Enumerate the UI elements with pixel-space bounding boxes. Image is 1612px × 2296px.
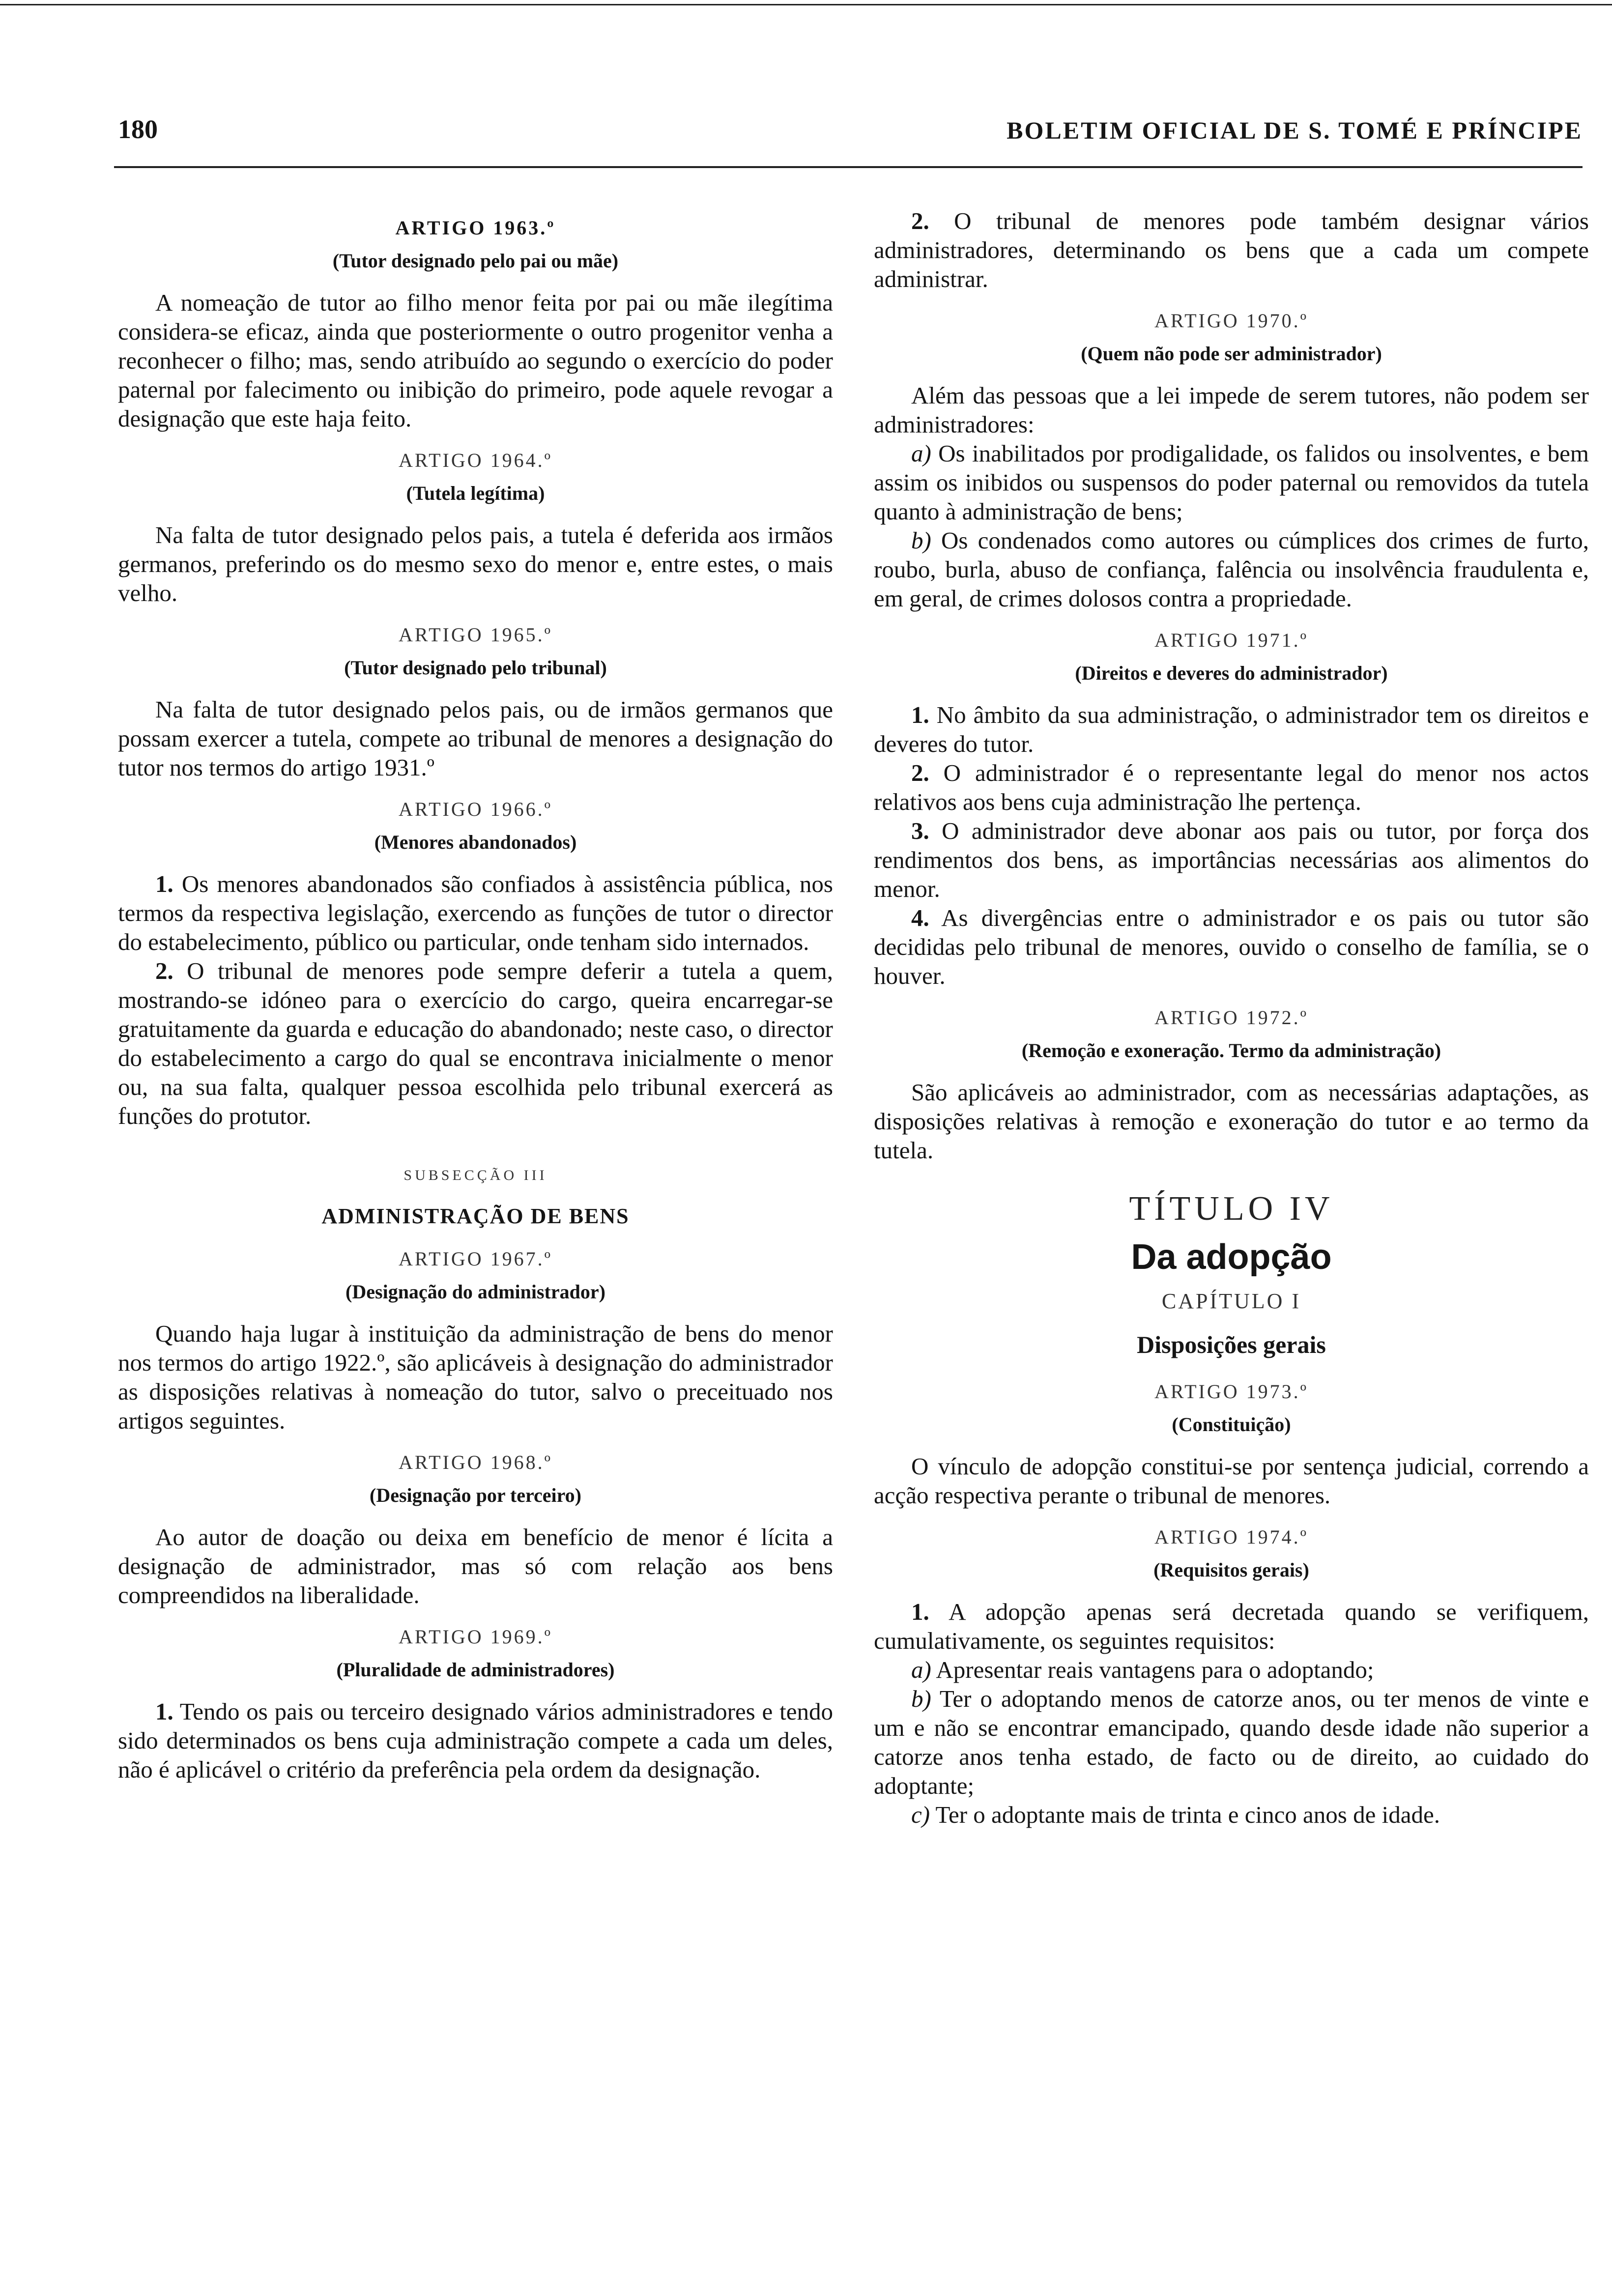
article-subtitle: (Menores abandonados) bbox=[374, 831, 577, 853]
article-subtitle: (Constituição) bbox=[1172, 1413, 1291, 1435]
article-heading: ARTIGO 1967.º bbox=[398, 1248, 553, 1270]
article-heading: ARTIGO 1965.º bbox=[398, 624, 553, 646]
paragraph bbox=[874, 206, 1589, 293]
article-body bbox=[874, 1452, 1589, 1510]
article-subtitle: (Direitos e deveres do administrador) bbox=[1075, 662, 1388, 684]
chapter-name: Disposições gerais bbox=[1137, 1331, 1326, 1358]
page-number: 180 bbox=[118, 115, 158, 144]
paragraph bbox=[118, 1697, 833, 1784]
article-subtitle: (Pluralidade de administradores) bbox=[336, 1659, 615, 1681]
paragraph bbox=[874, 526, 1589, 613]
article-body bbox=[118, 869, 833, 1130]
article-subtitle: (Remoção e exoneração. Termo da administração) bbox=[1021, 1039, 1441, 1062]
chapter-heading: CAPÍTULO I bbox=[1161, 1289, 1301, 1313]
article-heading: ARTIGO 1963.º bbox=[395, 217, 556, 239]
article-subtitle: (Quem não pode ser administrador) bbox=[1081, 343, 1382, 365]
paragraph: São aplicáveis ao administrador, com as necessárias adaptações, as disposições relativas à remoção e exoneração do tutor e ao termo da tutela. bbox=[874, 1079, 1589, 1164]
paragraph-text: Apresentar reais vantagens para o adoptando; bbox=[936, 1656, 1374, 1683]
paragraph-text: O administrador deve abonar aos pais ou tutor, por força dos rendimentos dos bens, as importâncias necessárias aos alimentos do menor. bbox=[874, 817, 1589, 902]
item-number: 2. bbox=[911, 207, 929, 234]
article-body bbox=[874, 381, 1589, 613]
right-column bbox=[874, 206, 1589, 1842]
article-heading: ARTIGO 1972.º bbox=[1154, 1006, 1309, 1029]
subsection-label: SUBSECÇÃO III bbox=[403, 1167, 547, 1183]
item-letter: a) bbox=[911, 440, 931, 467]
paragraph-text: A adopção apenas será decretada quando se verifiquem, cumulativamente, os seguintes requisitos: bbox=[874, 1598, 1589, 1654]
page-header bbox=[118, 109, 1583, 144]
paragraph-text: As divergências entre o administrador e os pais ou tutor são decididas pelo tribunal de menores, ouvido o conselho de família, se o houver. bbox=[874, 904, 1589, 989]
paragraph bbox=[874, 1655, 1589, 1684]
article-heading: ARTIGO 1974.º bbox=[1154, 1526, 1309, 1548]
top-border-rule bbox=[0, 4, 1612, 5]
paragraph bbox=[874, 1800, 1589, 1829]
running-head: BOLETIM OFICIAL DE S. TOMÉ E PRÍNCIPE bbox=[1007, 116, 1583, 144]
article-body bbox=[874, 700, 1589, 990]
paragraph bbox=[118, 869, 833, 956]
title-name: Da adopção bbox=[1131, 1237, 1332, 1277]
item-letter: b) bbox=[911, 527, 931, 554]
paragraph bbox=[874, 439, 1589, 526]
left-column bbox=[118, 206, 833, 1797]
item-number: 1. bbox=[911, 701, 929, 728]
paragraph-text: Tendo os pais ou terceiro designado vários administradores e tendo sido determinados os bens cuja administração compete a cada um deles, não é aplicável o critério da preferência pela ordem da designação. bbox=[118, 1698, 833, 1783]
paragraph-text: O tribunal de menores pode sempre deferir a tutela a quem, mostrando-se idóneo para o exercício do cargo, queira encarregar-se gratuitamente da guarda e educação do abandonado; neste caso, o director do estabelecimento a cargo do qual se encontrava inicialmente o menor ou, na sua falta, qualquer pessoa escolhida pelo tribunal exercerá as funções do protutor. bbox=[118, 957, 833, 1129]
paragraph-text: Os menores abandonados são confiados à assistência pública, nos termos da respectiva legislação, exercendo as funções de tutor o director do estabelecimento, público ou particular, onde tenham sido internados. bbox=[118, 870, 834, 955]
article-subtitle: (Requisitos gerais) bbox=[1153, 1559, 1309, 1581]
article-heading: ARTIGO 1973.º bbox=[1154, 1380, 1309, 1403]
paragraph: O vínculo de adopção constitui-se por sentença judicial, correndo a acção respectiva perante o tribunal de menores. bbox=[874, 1453, 1589, 1509]
item-letter: c) bbox=[911, 1801, 930, 1828]
article-body bbox=[118, 1522, 833, 1609]
paragraph bbox=[874, 1684, 1589, 1800]
article-body bbox=[118, 695, 833, 782]
article-body bbox=[874, 1078, 1589, 1165]
paragraph-text: Ter o adoptante mais de trinta e cinco anos de idade. bbox=[935, 1801, 1440, 1828]
article-subtitle: (Tutor designado pelo tribunal) bbox=[344, 657, 607, 679]
paragraph: Na falta de tutor designado pelos pais, ou de irmãos germanos que possam exercer a tutela, compete ao tribunal de menores a designação do tutor nos termos do artigo 1931.º bbox=[118, 696, 833, 781]
item-number: 4. bbox=[911, 904, 929, 931]
item-number: 2. bbox=[155, 957, 173, 984]
paragraph-text: Os condenados como autores ou cúmplices dos crimes de furto, roubo, burla, abuso de confiança, falência ou insolvência fraudulenta e, em geral, de crimes dolosos contra a propriedade. bbox=[874, 527, 1589, 612]
paragraph bbox=[874, 816, 1589, 903]
article-body bbox=[118, 520, 833, 607]
header-rule bbox=[114, 166, 1583, 168]
article-heading: ARTIGO 1968.º bbox=[398, 1451, 553, 1473]
article-subtitle: (Tutor designado pelo pai ou mãe) bbox=[332, 250, 619, 272]
paragraph: A nomeação de tutor ao filho menor feita por pai ou mãe ilegítima considera-se eficaz, ainda que posteriormente o outro progenitor venha a reconhecer o filho; mas, sendo atribuído ao segundo o exercício do poder paternal por falecimento ou inibição do primeiro, pode aquele revogar a designação que este haja feito. bbox=[118, 289, 833, 432]
paragraph bbox=[874, 700, 1589, 758]
article-body bbox=[118, 1697, 833, 1784]
article-body bbox=[118, 1319, 833, 1435]
paragraph-text: Ter o adoptando menos de catorze anos, ou ter menos de vinte e um e não se encontrar emancipado, quando desde idade não superior a catorze anos tenha estado, de facto ou de direito, ao cuidado do adoptante; bbox=[874, 1685, 1589, 1799]
section-title: ADMINISTRAÇÃO DE BENS bbox=[321, 1204, 630, 1228]
item-letter: b) bbox=[911, 1685, 931, 1712]
item-number: 1. bbox=[911, 1598, 929, 1625]
paragraph: Ao autor de doação ou deixa em benefício de menor é lícita a designação de administrador, mas só com relação aos bens compreendidos na liberalidade. bbox=[118, 1523, 833, 1608]
paragraph-text: No âmbito da sua administração, o administrador tem os direitos e deveres do tutor. bbox=[874, 701, 1589, 757]
paragraph: Além das pessoas que a lei impede de serem tutores, não podem ser administradores: bbox=[874, 382, 1589, 438]
paragraph bbox=[874, 1597, 1589, 1655]
article-subtitle: (Designação do administrador) bbox=[345, 1281, 605, 1303]
item-letter: a) bbox=[911, 1656, 931, 1683]
item-number: 2. bbox=[911, 759, 929, 786]
paragraph: Quando haja lugar à instituição da administração de bens do menor nos termos do artigo 1922.º, são aplicáveis à designação do administrador as disposições relativas à nomeação do tutor, salvo o preceituado nos artigos seguintes. bbox=[118, 1320, 833, 1434]
title-heading: TÍTULO IV bbox=[1129, 1190, 1334, 1228]
article-heading: ARTIGO 1970.º bbox=[1154, 310, 1309, 332]
article-body bbox=[874, 206, 1589, 293]
article-heading: ARTIGO 1971.º bbox=[1154, 629, 1309, 651]
article-subtitle: (Designação por terceiro) bbox=[370, 1484, 581, 1506]
paragraph bbox=[874, 758, 1589, 816]
article-body bbox=[118, 288, 833, 433]
paragraph bbox=[118, 956, 833, 1130]
article-body bbox=[874, 1597, 1589, 1829]
paragraph-text: Os inabilitados por prodigalidade, os falidos ou insolventes, e bem assim os inibidos ou suspensos do poder paternal ou removidos da tutela quanto à administração de bens; bbox=[874, 440, 1589, 525]
item-number: 3. bbox=[911, 817, 929, 844]
paragraph bbox=[874, 903, 1589, 990]
article-heading: ARTIGO 1969.º bbox=[398, 1626, 553, 1648]
article-heading: ARTIGO 1964.º bbox=[398, 449, 553, 471]
paragraph-text: O administrador é o representante legal do menor nos actos relativos aos bens cuja administração lhe pertença. bbox=[874, 759, 1589, 815]
article-heading: ARTIGO 1966.º bbox=[398, 798, 553, 820]
item-number: 1. bbox=[155, 1698, 173, 1725]
paragraph: Na falta de tutor designado pelos pais, a tutela é deferida aos irmãos germanos, preferindo os do mesmo sexo do menor e, entre estes, o mais velho. bbox=[118, 521, 833, 606]
article-subtitle: (Tutela legítima) bbox=[406, 482, 545, 504]
item-number: 1. bbox=[155, 870, 173, 897]
paragraph-text: O tribunal de menores pode também designar vários administradores, determinando os bens que a cada um compete administrar. bbox=[874, 207, 1589, 292]
